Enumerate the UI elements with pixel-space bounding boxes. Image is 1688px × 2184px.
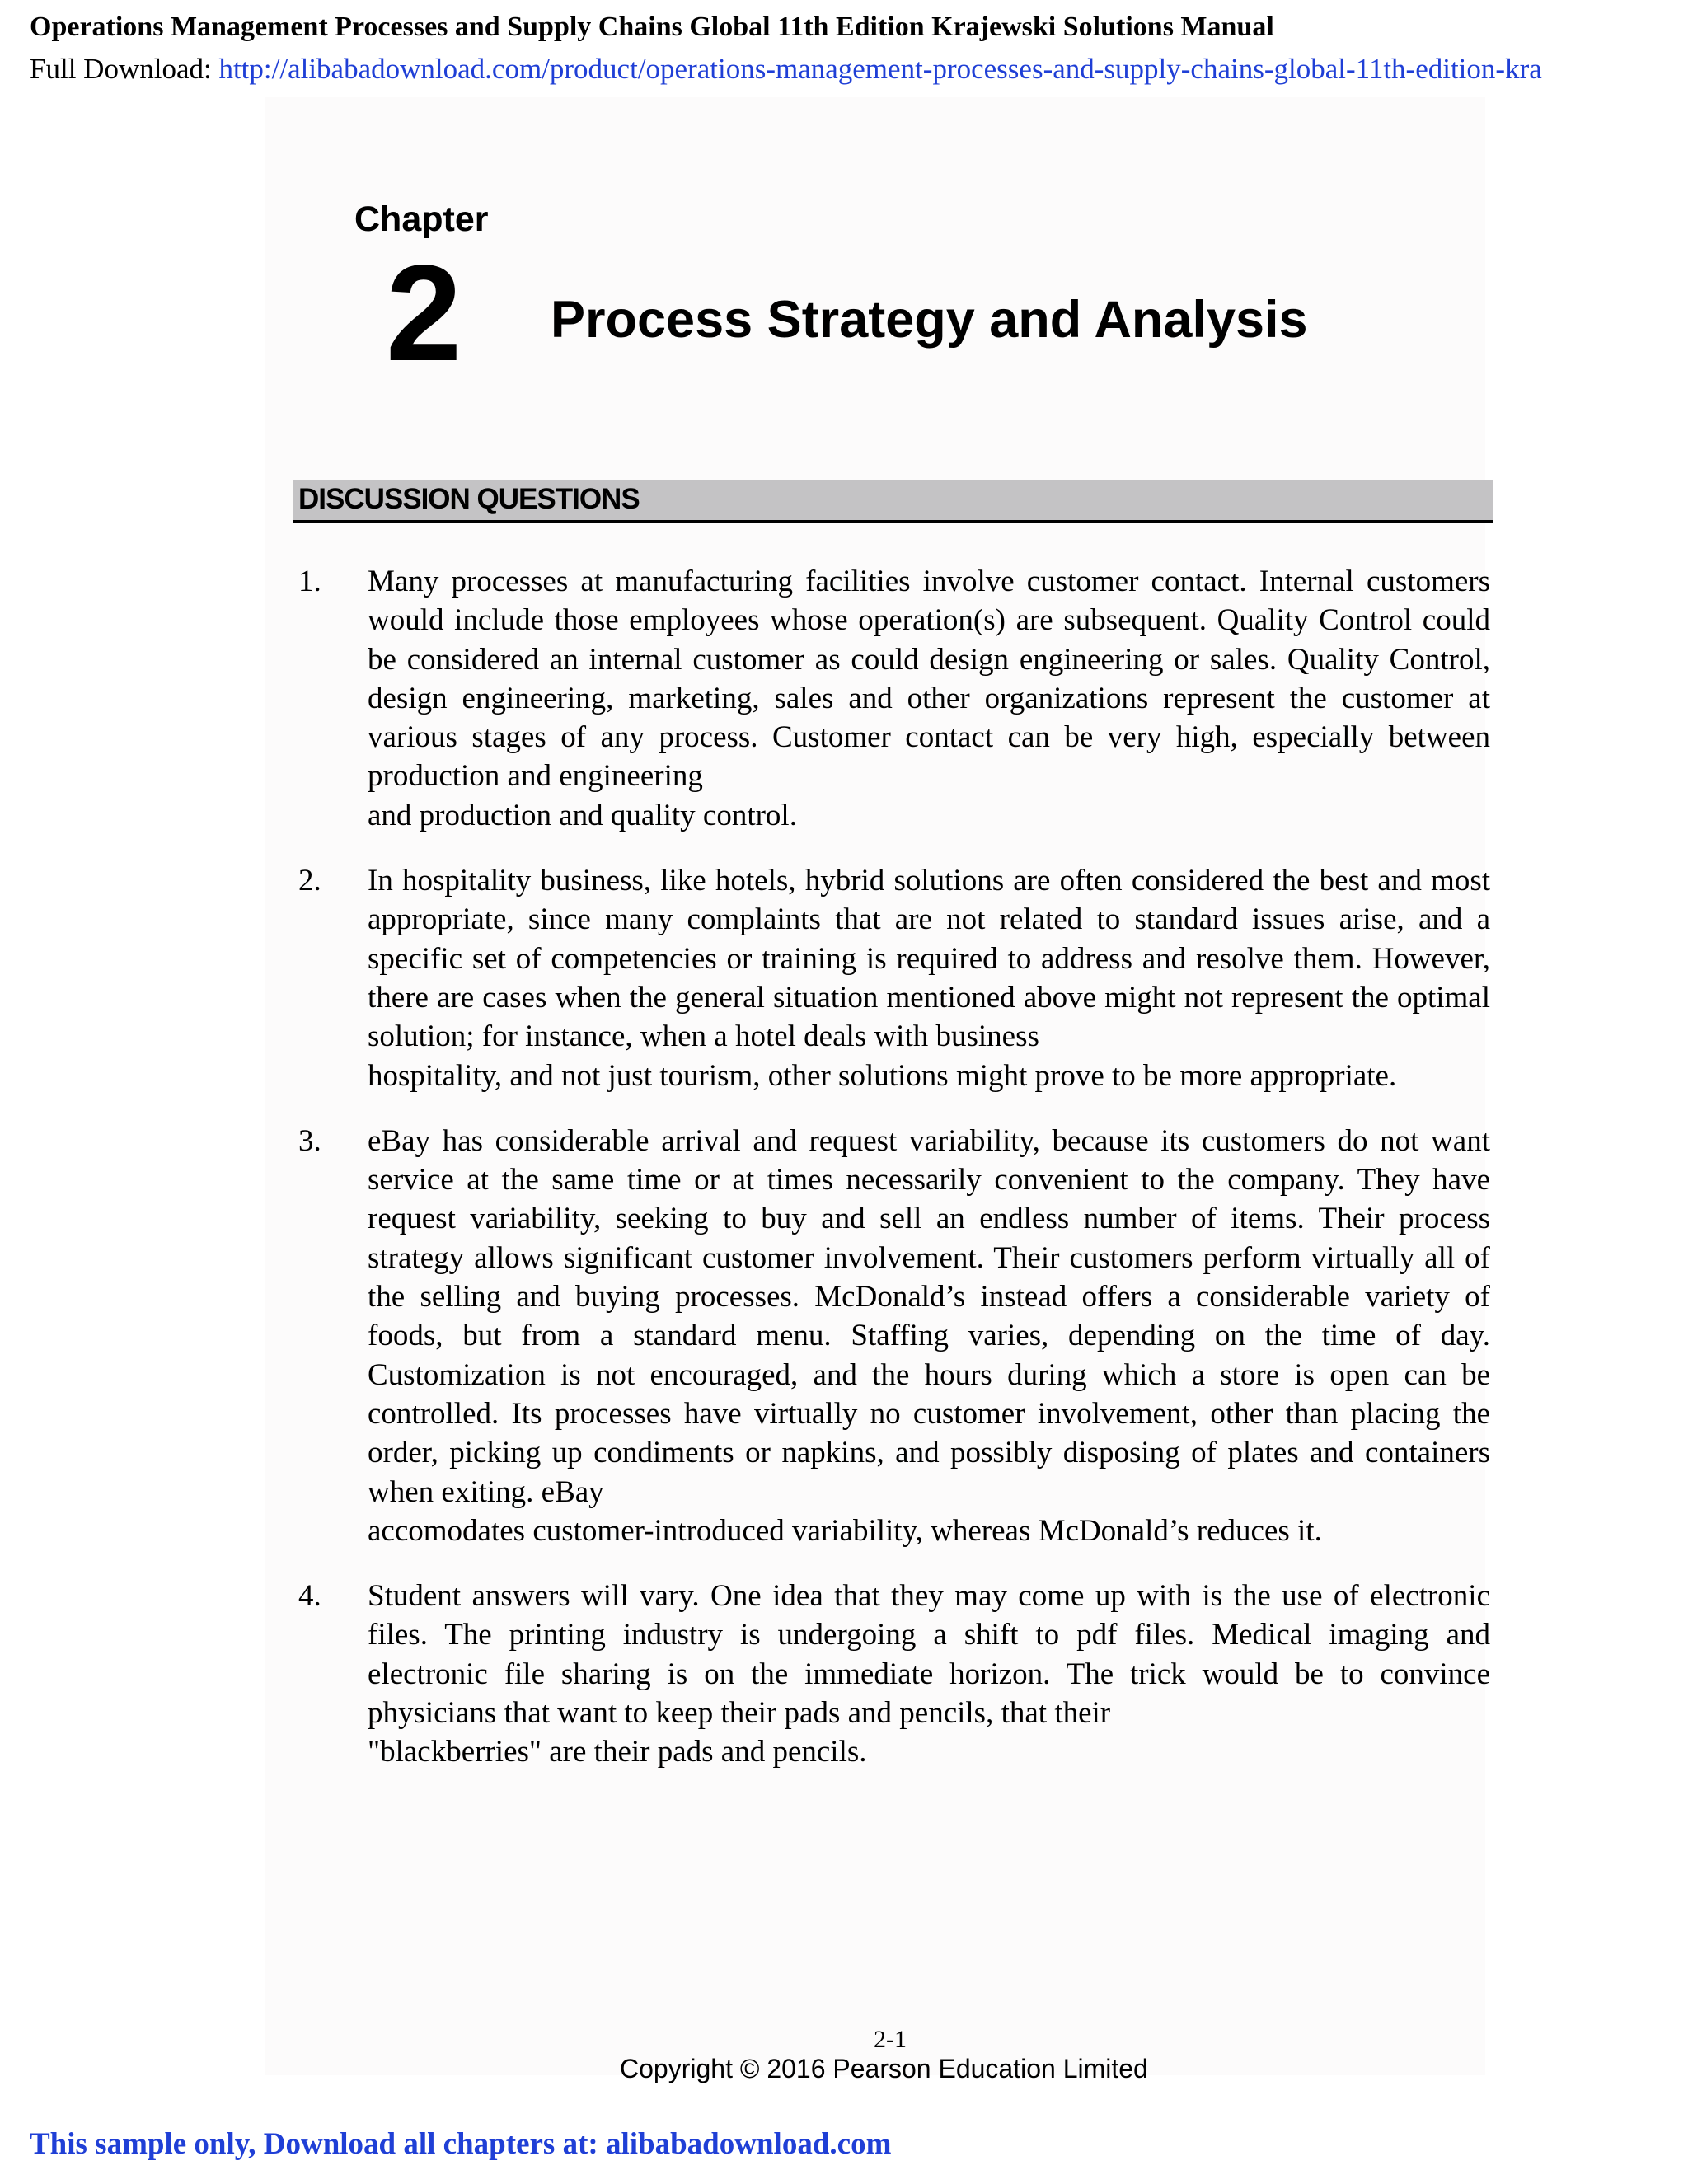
question-number: 2. [298, 864, 321, 898]
question-number: 1. [298, 565, 321, 598]
question-number: 4. [298, 1579, 321, 1614]
question-number: 3. [298, 1123, 321, 1158]
discussion-question [293, 562, 1490, 835]
section-heading-bar [293, 480, 1493, 523]
discussion-question-list [293, 562, 1490, 1798]
question-answer-text: In hospitality business, like hotels, hybrid solutions are often considered the best and most appropriate, since many complaints that are not related to standard issues arise, and a specific set of competencies or training is required to address and resolve them. However, there are cases when the general situation mentioned above might not represent the optimal solution; for instance, when a hotel deals with business hospitality, and not just tourism, other solutions might prove to be more appropriate. [368, 864, 1490, 1093]
download-label: Full Download: [30, 53, 219, 85]
chapter-title: Process Strategy and Analysis [551, 291, 1308, 349]
question-answer-text: Many processes at manufacturing facilities involve customer contact. Internal customers would include those employees whose operation(s) are subsequent. Quality Control could be considered an internal customer as could design engineering or sales. Quality Control, design engineering, marketing, sales and other organizations represent the customer at various stages of any process. Customer contact can be very high, especially between production and engineering and production and quality control. [368, 565, 1490, 832]
question-answer-text: eBay has considerable arrival and request variability, because its customers do not want service at the same time or at times necessarily convenient to the company. They have request variability, seeking to buy and sell an endless number of items. Their process strategy allows significant customer involvement. Their customers perform virtually all of the selling and buying processes. McDonald’s instead offers a considerable variety of foods, but from a standard menu. Staffing varies, depending on the time of day. Customization is not encouraged, and the hours during which a store is open can be controlled. Its processes have virtually no customer involvement, other than placing the order, picking up condiments or napkins, and possibly disposing of plates and containers when exiting. eBay accomodates customer-introduced variability, whereas McDonald’s reduces it. [368, 1123, 1490, 1548]
discussion-question [293, 1577, 1490, 1771]
download-link[interactable]: http://alibabadownload.com/product/operations-management-processes-and-supply-chains-global-11th-edition-kra [218, 53, 1542, 85]
copyright-notice: Copyright © 2016 Pearson Education Limited [620, 2054, 1148, 2083]
question-answer-text: Student answers will vary. One idea that they may come up with is the use of electronic files. The printing industry is undergoing a shift to pdf files. Medical imaging and electronic file sharing is on the immediate horizon. The trick would be to convince physicians that want to keep their pads and pencils, that their "blackberries" are their pads and pencils. [368, 1579, 1490, 1769]
chapter-number: 2 [386, 237, 462, 390]
chapter-label: Chapter [354, 199, 489, 239]
download-footer-note: This sample only, Download all chapters at: alibabadownload.com [30, 2127, 892, 2161]
page-number: 2-1 [874, 2026, 907, 2053]
download-line [30, 53, 1688, 86]
section-heading: DISCUSSION QUESTIONS [298, 483, 640, 515]
discussion-question [293, 1122, 1490, 1550]
document-header-title: Operations Management Processes and Supply Chains Global 11th Edition Krajewski Solutions Manual [30, 12, 1274, 42]
discussion-question [293, 861, 1490, 1095]
